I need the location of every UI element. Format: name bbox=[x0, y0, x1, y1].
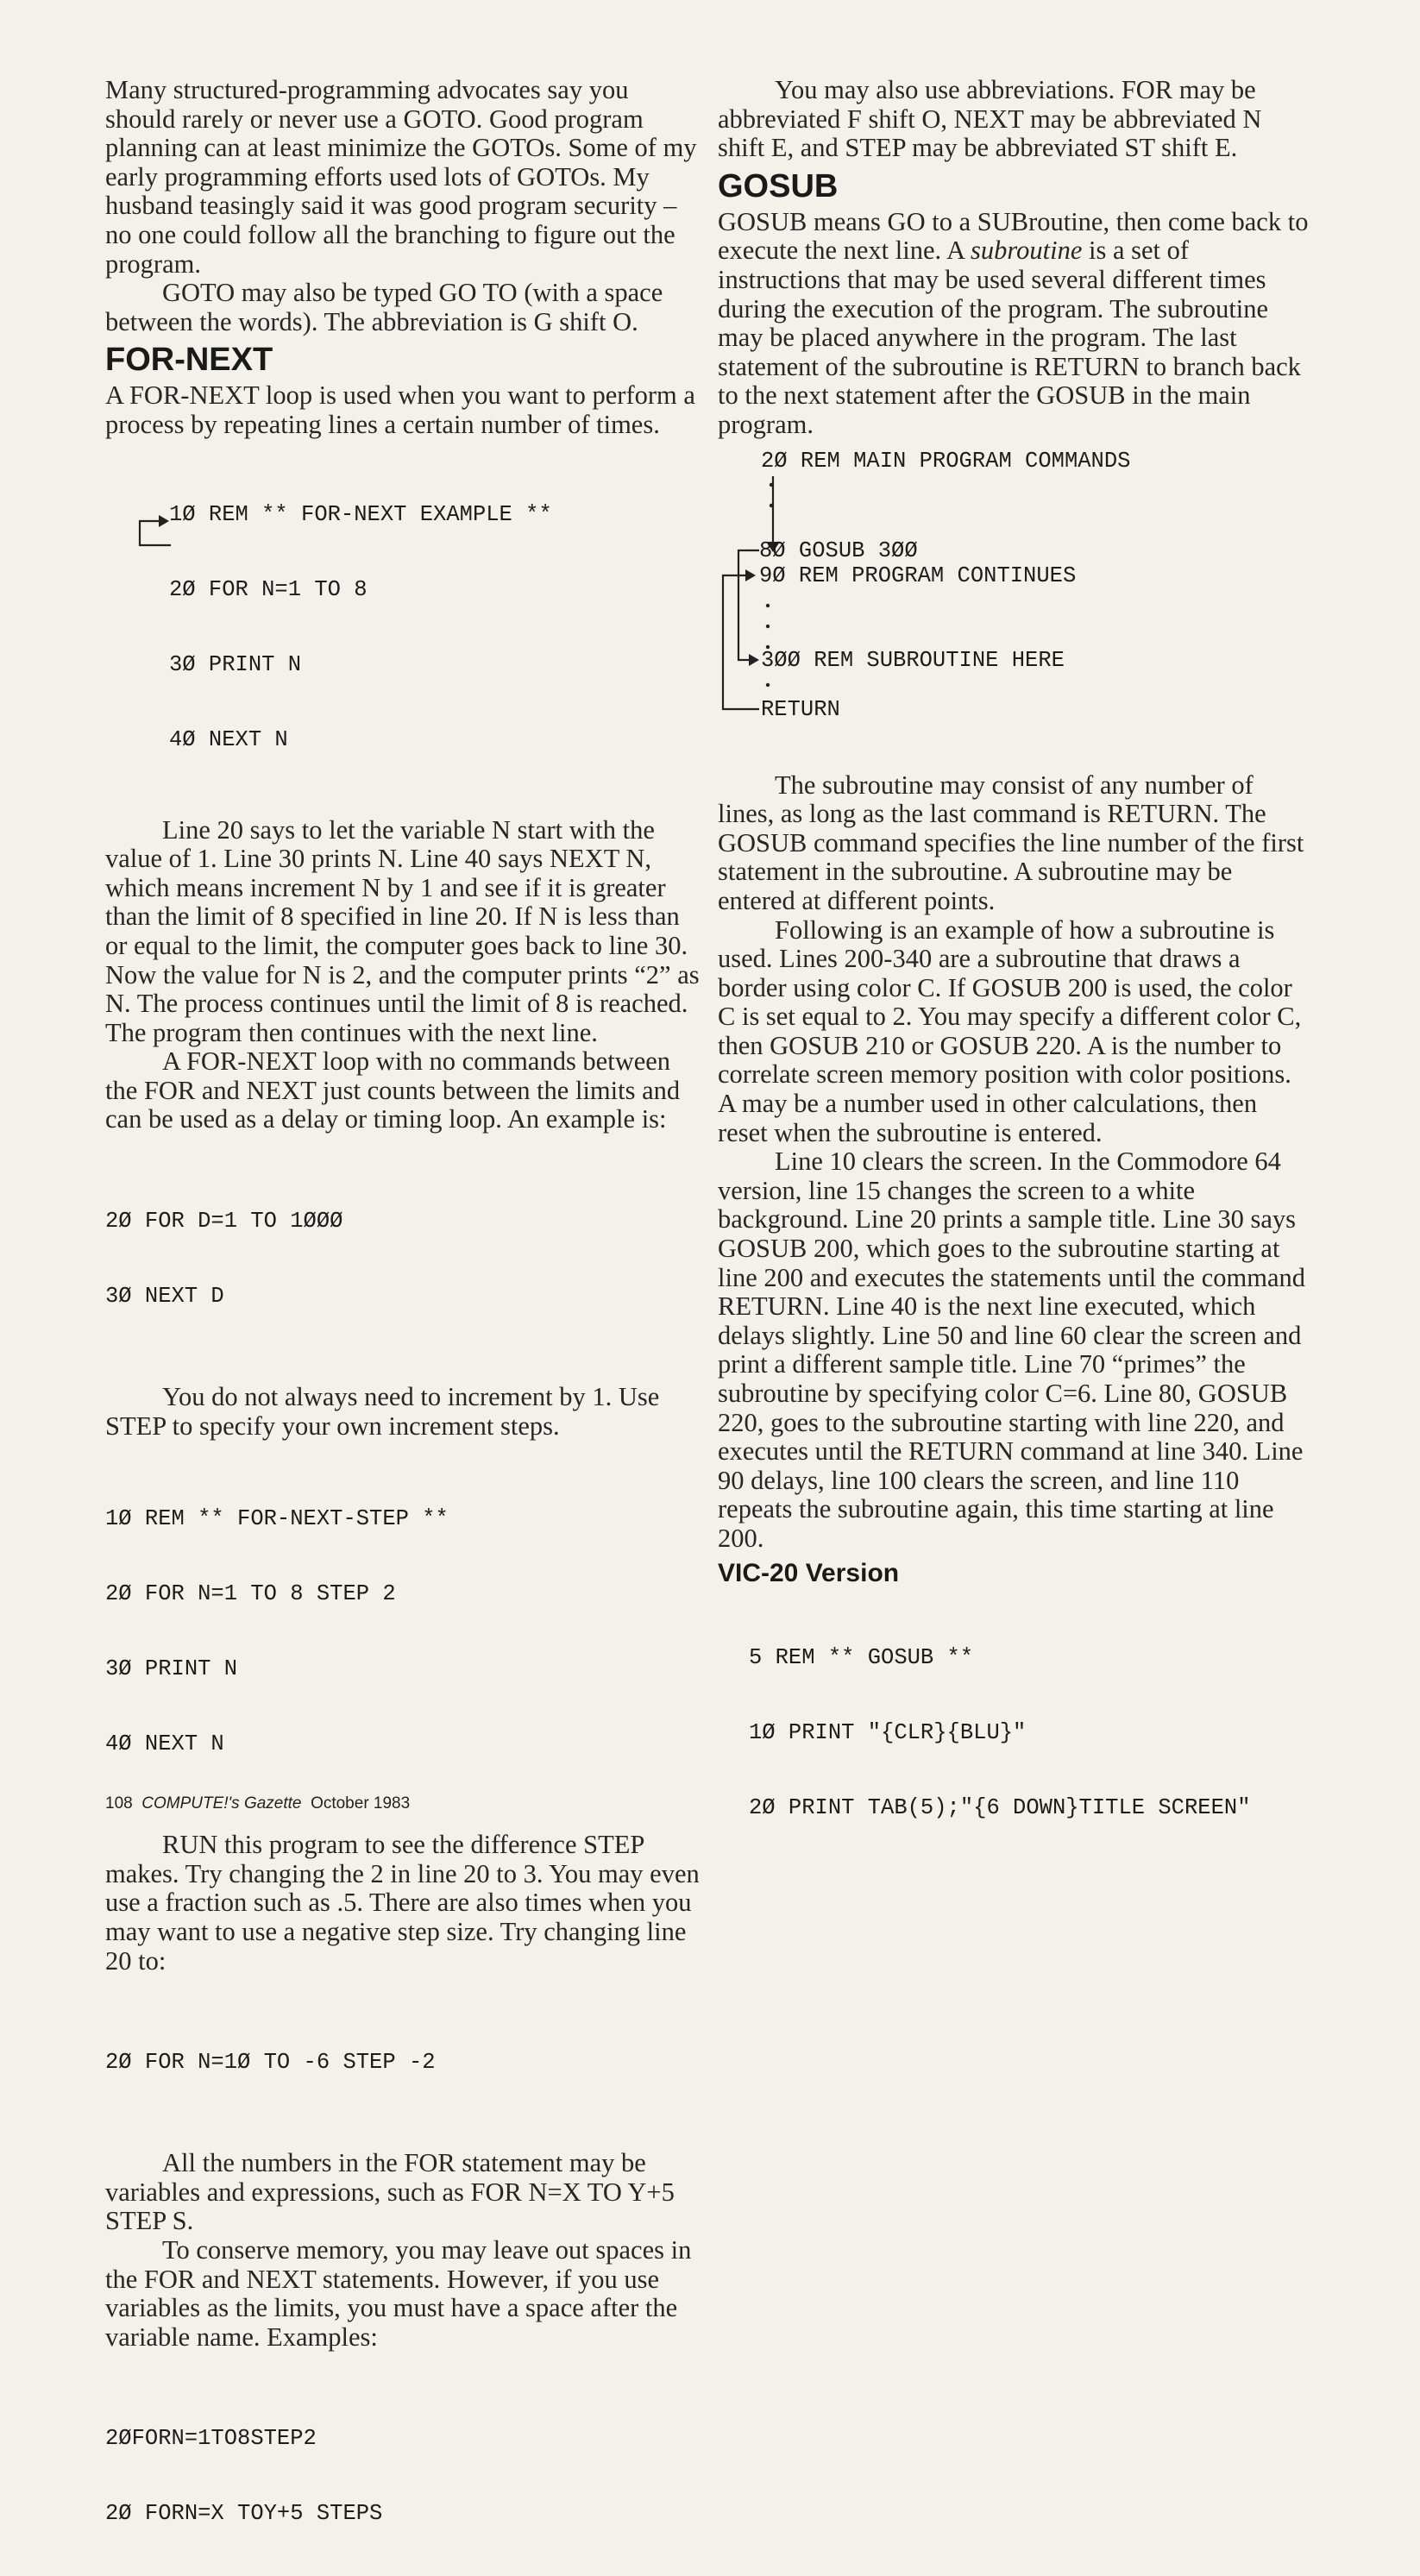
paragraph: All the numbers in the FOR statement may be variables and expressions, such as FOR N=X TO Y+5 STEP S. bbox=[105, 2148, 675, 2236]
gosub-flow-diagram bbox=[718, 449, 1311, 768]
code-line: 1Ø REM ** FOR-NEXT-STEP ** bbox=[105, 1506, 449, 1532]
code-line: 2Ø FOR D=1 TO 1ØØØ bbox=[105, 1209, 343, 1235]
code-line: 3Ø PRINT N bbox=[169, 651, 302, 677]
paragraph: Line 10 clears the screen. In the Commodore 64 version, line 15 changes the screen to a white background. Line 20 prints a sample title. Line 30 says GOSUB 200, which goes to the subroutine starting at line 200 and executes the statements until the command RETURN. Line 40 is the next line executed, which delays slightly. Line 50 and line 60 clear the screen and print a different sample title. Line 70 “primes” the subroutine by specifying color C=6. Line 80, GOSUB 220, goes to the subroutine starting with line 220, and executes until the RETURN command at line 340. Line 90 delays, line 100 clears the screen, and line 110 repeats the subroutine again, this time starting at line 200. bbox=[718, 1147, 1305, 1553]
paragraph: You may also use abbreviations. FOR may be abbreviated F shift O, NEXT may be abbreviated N shift E, and STEP may be abbreviated ST shift E. bbox=[718, 75, 1262, 163]
code-line: 5 REM ** GOSUB ** bbox=[749, 1644, 974, 1670]
diagram-return: RETURN bbox=[761, 696, 840, 722]
code-listing-vic-20 bbox=[718, 1595, 1311, 1870]
paragraph: You do not always need to increment by 1. Use STEP to specify your own increment steps. bbox=[105, 1382, 660, 1441]
right-column bbox=[718, 76, 1311, 1870]
page-number: 108 bbox=[105, 1794, 133, 1813]
code-line: 2Ø FOR N=1Ø TO -6 STEP -2 bbox=[105, 2050, 436, 2076]
code-line: 2Ø FOR N=1 TO 8 bbox=[169, 576, 368, 602]
code-line: 3Ø NEXT D bbox=[105, 1284, 224, 1310]
code-line: 4Ø NEXT N bbox=[105, 1731, 224, 1757]
code-listing-no-spaces bbox=[105, 2376, 701, 2576]
code-line: 2Ø FORN=X TOY+5 STEPS bbox=[105, 2501, 383, 2527]
publication-name: COMPUTE!'s Gazette bbox=[141, 1794, 302, 1813]
paragraph: A FOR-NEXT loop is used when you want to perform a process by repeating lines a certain number of times. bbox=[105, 380, 695, 439]
code-listing-for-next bbox=[105, 452, 701, 802]
loop-arrow-diagram bbox=[105, 452, 174, 556]
diagram-line-20: 2Ø REM MAIN PROGRAM COMMANDS bbox=[761, 448, 1131, 474]
paragraph: Many structured-programming advocates say you should rarely or never use a GOTO. Good program planning can at least minimize the GOTOs. Some of my early programming efforts used lots of GOTOs. My husband teasingly said it was good program security – no one could follow all the branching to figure out the program. bbox=[105, 75, 697, 279]
paragraph: GOTO may also be typed GO TO (with a space between the words). The abbreviation is G shift O. bbox=[105, 278, 663, 336]
code-listing-delay-loop bbox=[105, 1159, 701, 1359]
paragraph: To conserve memory, you may leave out spaces in the FOR and NEXT statements. However, if you use variables as the limits, you must have a space after the variable name. Examples: bbox=[105, 2235, 692, 2352]
code-line: 2Ø FOR N=1 TO 8 STEP 2 bbox=[105, 1581, 396, 1607]
diagram-line-90: 9Ø REM PROGRAM CONTINUES bbox=[759, 562, 1077, 588]
page-footer bbox=[105, 1794, 410, 1813]
code-line: 1Ø REM ** FOR-NEXT EXAMPLE ** bbox=[169, 501, 552, 527]
subheading-vic-20-version: VIC-20 Version bbox=[718, 1558, 900, 1587]
code-listing-negative-step bbox=[105, 2000, 701, 2125]
paragraph: GOSUB means GO to a SUBroutine, then come back to execute the next line. A subroutine is a set of instructions that may be used several different times during the execution of the program. The subroutine may be placed anywhere in the program. The last statement of the subroutine is RETURN to branch back to the next statement after the GOSUB in the main program. bbox=[718, 206, 1309, 439]
paragraph: RUN this program to see the difference STEP makes. Try changing the 2 in line 20 to 3. You may even use a fraction such as .5. There are also times when you may want to use a negative step size. Try changing line 20 to: bbox=[105, 1830, 700, 1976]
code-line: 2ØFORN=1TO8STEP2 bbox=[105, 2426, 317, 2452]
code-line: 3Ø PRINT N bbox=[105, 1656, 238, 1682]
diagram-line-80: 8Ø GOSUB 3ØØ bbox=[759, 537, 918, 563]
code-listing-for-next-step bbox=[105, 1456, 701, 1806]
code-line: 1Ø PRINT "{CLR}{BLU}" bbox=[749, 1719, 1027, 1745]
code-line: 2Ø PRINT TAB(5);"{6 DOWN}TITLE SCREEN" bbox=[749, 1794, 1251, 1820]
issue-date: October 1983 bbox=[311, 1794, 411, 1813]
section-heading-gosub: GOSUB bbox=[718, 167, 839, 204]
paragraph: Line 20 says to let the variable N start with the value of 1. Line 30 prints N. Line 40 says NEXT N, which means increment N by 1 and see if it is greater than the limit of 8 specified in line 20. If N is less than or equal to the limit, the computer goes back to line 30. Now the value for N is 2, and the computer prints “2” as N. The process continues until the limit of 8 is reached. The program then continues with the next line. bbox=[105, 814, 700, 1047]
section-heading-for-next: FOR-NEXT bbox=[105, 342, 273, 379]
paragraph: Following is an example of how a subroutine is used. Lines 200-340 are a subroutine that draws a border using color C. If GOSUB 200 is used, the color C is set equal to 2. You may specify a different color C, then GOSUB 210 or GOSUB 220. A is the number to correlate screen memory position with color positions. A may be a number used in other calculations, then reset when the subroutine is entered. bbox=[718, 914, 1302, 1147]
paragraph: A FOR-NEXT loop with no commands between the FOR and NEXT just counts between the limits and can be used as a delay or timing loop. An example is: bbox=[105, 1046, 681, 1134]
left-column bbox=[105, 76, 701, 2576]
code-line: 4Ø NEXT N bbox=[169, 726, 288, 752]
diagram-line-300: 3ØØ REM SUBROUTINE HERE bbox=[761, 647, 1065, 673]
paragraph: The subroutine may consist of any number of lines, as long as the last command is RETURN. The GOSUB command specifies the line number of the first statement in the subroutine. A subroutine may be entered at different points. bbox=[718, 770, 1304, 915]
